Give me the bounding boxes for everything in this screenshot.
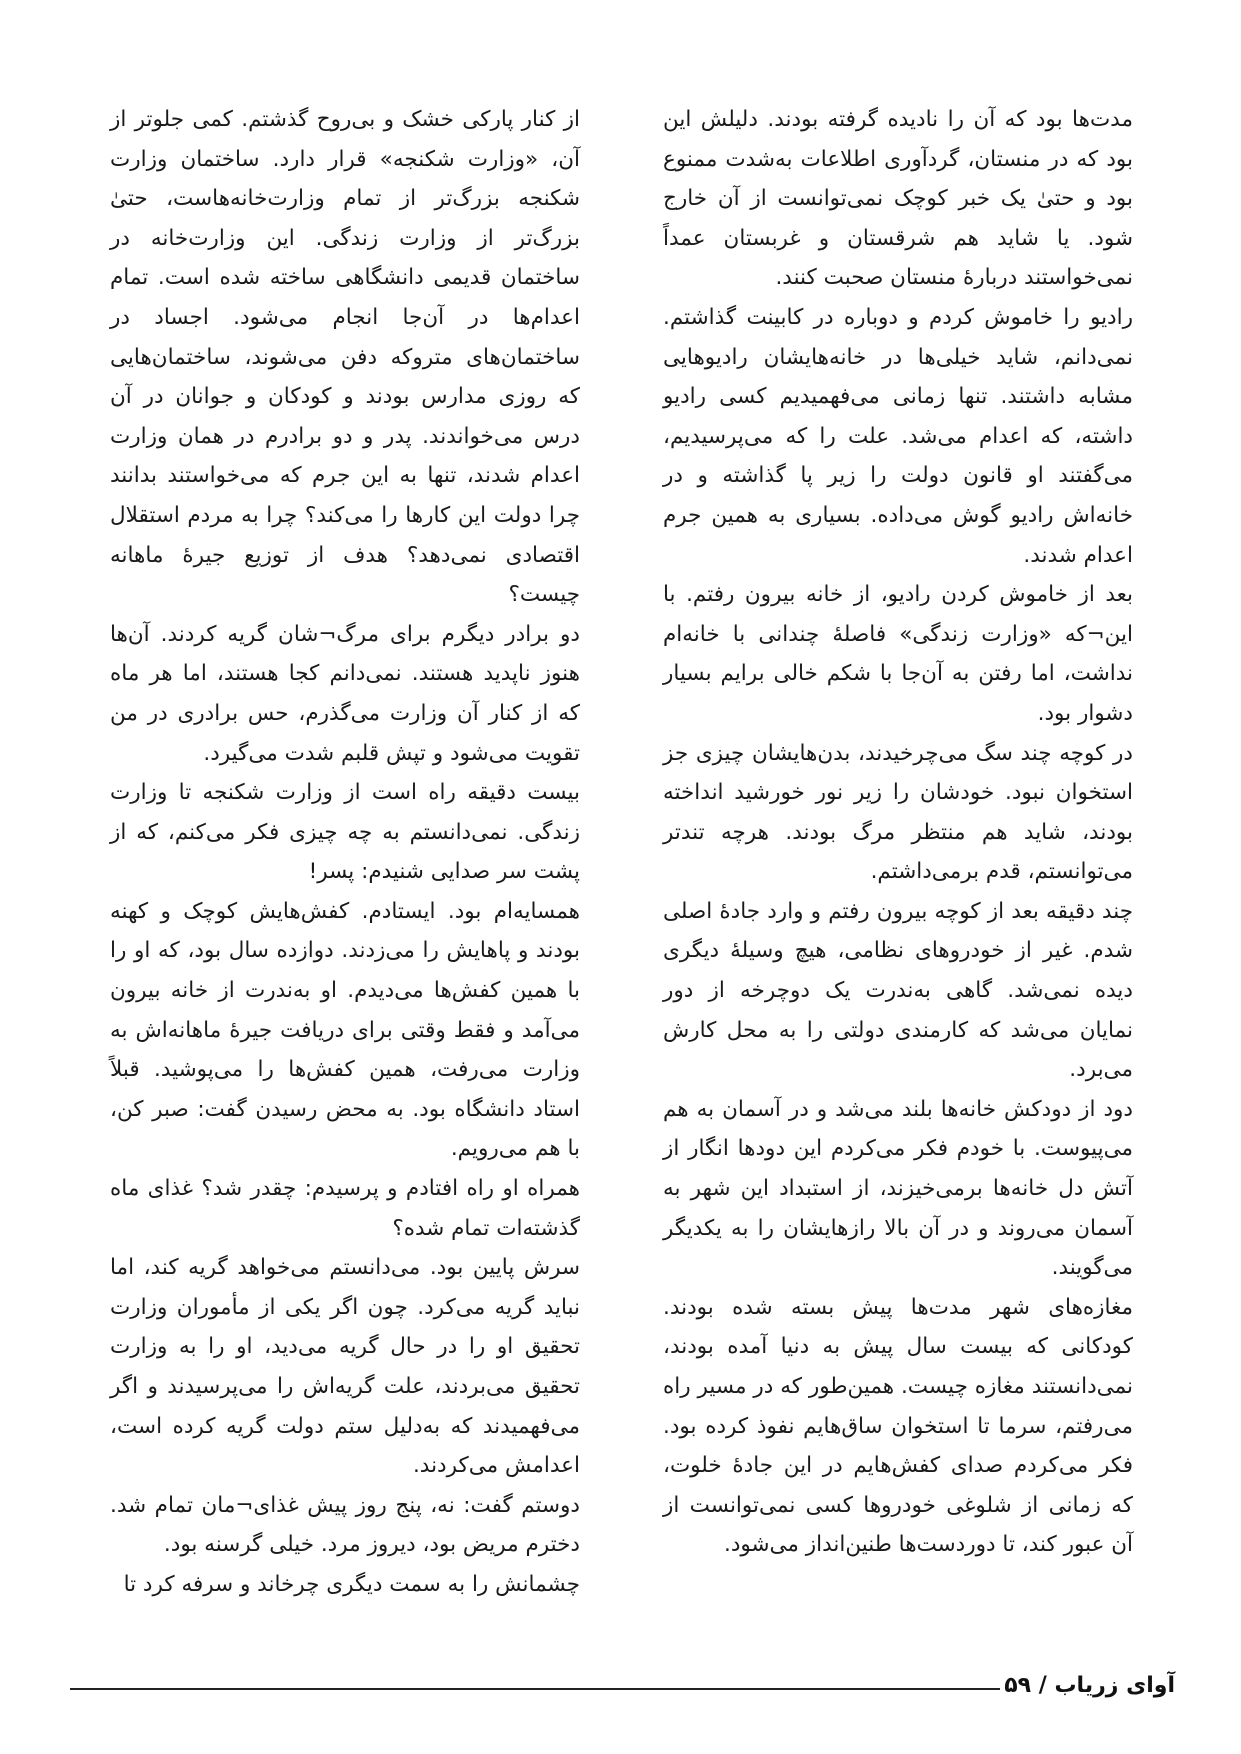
paragraph: مغازه‌های شهر مدت‌ها پیش بسته شده بودند. کودکانی که بیست سال پیش به دنیا آمده بودند، نمی‌دانستند مغازه چیست. همین‌طور که در مسیر راه می‌رفتم، سرما تا استخوان ساق‌هایم نفوذ کرده بود. فکر می‌کردم صدای کفش‌هایم در این جادهٔ خلوت، که زمانی از شلوغی خودروها کسی نمی‌توانست از آن عبور کند، تا دوردست‌ها طنین‌انداز می‌شود. [663, 1294, 1133, 1558]
page-footer [70, 1668, 1175, 1704]
paragraph: سرش پایین بود. می‌دانستم می‌خواهد گریه کند، اما نباید گریه می‌کرد. چون اگر یکی از مأموران وزارت تحقیق او را در حال گریه می‌دید، او را به وزارت تحقیق می‌بردند، علت گریه‌اش را می‌پرسیدند و اگر می‌فهمیدند که به‌دلیل ستم دولت گریه کرده است، اعدامش می‌کردند. [110, 1255, 580, 1479]
paragraph: در کوچه چند سگ می‌چرخیدند، بدن‌هایشان چیزی جز استخوان نبود. خودشان را زیر نور خورشید انداخته بودند، شاید هم منتظر مرگ بودند. هرچه تندتر می‌توانستم، قدم برمی‌داشتم. [663, 740, 1133, 885]
paragraph: دوستم گفت: نه، پنج روز پیش غذای¬مان تمام شد. دخترم مریض بود، دیروز مرد. خیلی گرسنه بود. [110, 1492, 580, 1558]
paragraph: از کنار پارکی خشک و بی‌روح گذشتم. کمی جلوتر از آن، «وزارت شکنجه» قرار دارد. ساختمان وزارت شکنجه بزرگ‌تر از تمام وزارت‌خانه‌هاست، حتیٰ بزرگ‌تر از وزارت زندگی. این وزارت‌خانه در ساختمان قدیمی دانشگاهی ساخته شده است. تمام اعدام‌ها در آن‌جا انجام می‌شود. اجساد در ساختمان‌های متروکه دفن می‌شوند، ساختمان‌هایی که روزی مدارس بودند و کودکان و جوانان در آن درس می‌خواندند. پدر و دو برادرم در همان وزارت اعدام شدند، تنها به این جرم که می‌خواستند بدانند چرا دولت این کارها را می‌کند؟ چرا به مردم استقلال اقتصادی نمی‌دهد؟ هدف از توزیع جیرهٔ ماهانه چیست؟ [110, 107, 580, 608]
paragraph: چند دقیقه بعد از کوچه بیرون رفتم و وارد جادهٔ اصلی شدم. غیر از خودروهای نظامی، هیچ وسیلهٔ دیگری دیده نمی‌شد. گاهی به‌ندرت یک دوچرخه از دور نمایان می‌شد که کارمندی دولتی را به محل کارش می‌برد. [663, 898, 1133, 1083]
paragraph: همراه او راه افتادم و پرسیدم: چقدر شد؟ غذای ماه گذشته‌ات تمام شده؟ [110, 1176, 580, 1241]
paragraph: دود از دودکش خانه‌ها بلند می‌شد و در آسمان به هم می‌پیوست. با خودم فکر می‌کردم این دودها انگار از آتش دل خانه‌ها برمی‌خیزند، از استبداد این شهر به آسمان می‌روند و در آن بالا رازهایشان را به یکدیگر می‌گویند. [663, 1096, 1133, 1281]
paragraph: بعد از خاموش کردن رادیو، از خانه بیرون رفتم. با این¬که «وزارت زندگی» فاصلهٔ چندانی با خانه‌ام نداشت، اما رفتن به آن‌جا با شکم خالی برایم بسیار دشوار بود. [663, 582, 1133, 726]
footer-page-label: آوای زریاب / ۵۹ [1004, 1673, 1175, 1698]
paragraph: همسایه‌ام بود. ایستادم. کفش‌هایش کوچک و کهنه بودند و پاهایش را می‌زدند. دوازده سال بود، که او را با همین کفش‌ها می‌دیدم. او به‌ندرت از خانه بیرون می‌آمد و فقط وقتی برای دریافت جیرهٔ ماهانه‌اش به وزارت می‌رفت، همین کفش‌ها را می‌پوشید. قبلاً استاد دانشگاه بود. به محض رسیدن گفت: صبر کن، با هم می‌رویم. [110, 898, 580, 1162]
footer-divider [70, 1688, 1000, 1690]
text-column-right [663, 100, 1133, 1565]
paragraph: مدت‌ها بود که آن را نادیده گرفته بودند. دلیلش این بود که در منستان، گردآوری اطلاعات به‌شدت ممنوع بود و حتیٰ یک خبر کوچک نمی‌توانست از آن خارج شود. یا شاید هم شرقستان و غربستان عمداً نمی‌خواستند دربارهٔ منستان صحبت کنند. [663, 107, 1133, 291]
paragraph: دو برادر دیگرم برای مرگ¬شان گریه کردند. آن‌ها هنوز ناپدید هستند. نمی‌دانم کجا هستند، اما هر ماه که از کنار آن وزارت می‌گذرم، حس برادری در من تقویت می‌شود و تپش قلبم شدت می‌گیرد. [110, 621, 580, 766]
paragraph: چشمانش را به سمت دیگری چرخاند و سرفه کرد تا [123, 1571, 580, 1597]
paragraph: رادیو را خاموش کردم و دوباره در کابینت گذاشتم. نمی‌دانم، شاید خیلی‌ها در خانه‌هایشان رادیوهایی مشابه داشتند. تنها زمانی می‌فهمیدیم کسی رادیو داشته، که اعدام می‌شد. علت را که می‌پرسیدیم، می‌گفتند او قانون دولت را زیر پا گذاشته و در خانه‌اش رادیو گوش می‌داده. بسیاری به همین جرم اعدام شدند. [663, 304, 1133, 568]
text-column-left [110, 100, 580, 1605]
paragraph: بیست دقیقه راه است از وزارت شکنجه تا وزارت زندگی. نمی‌دانستم به چه چیزی فکر می‌کنم، که از پشت سر صدایی شنیدم: پسر! [110, 780, 580, 885]
